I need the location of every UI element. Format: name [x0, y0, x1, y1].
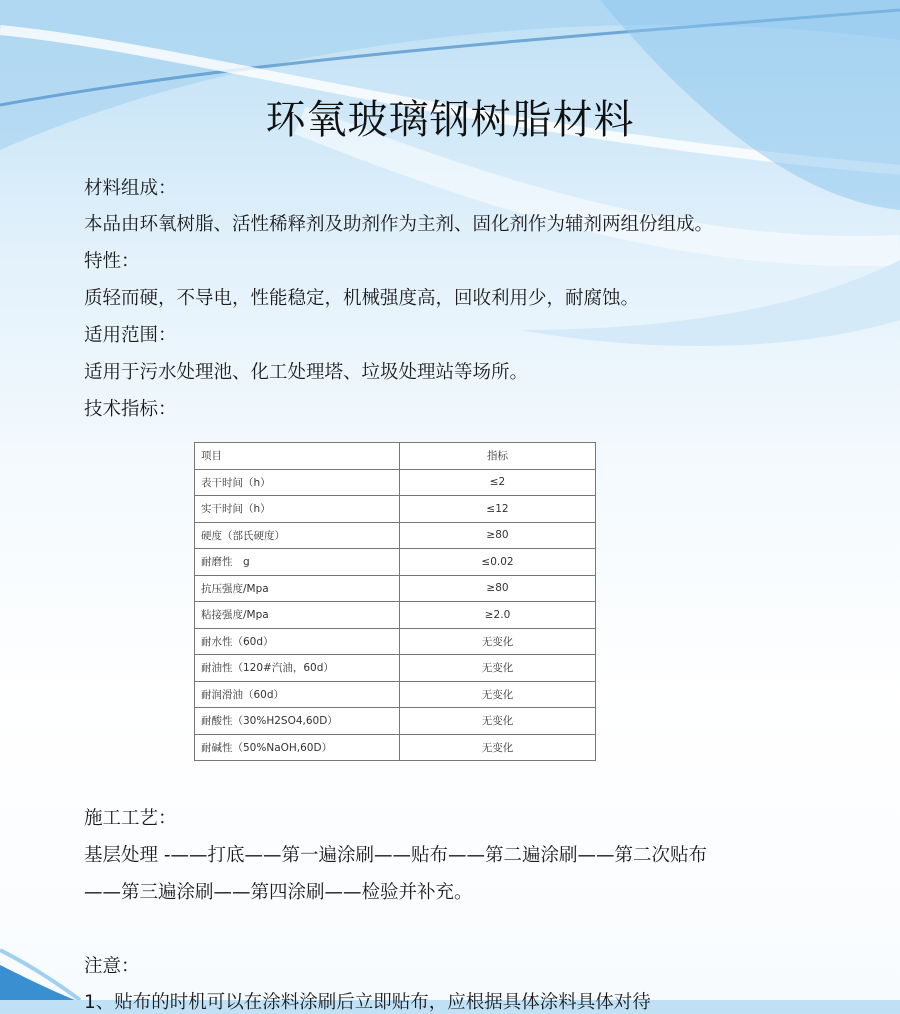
spec-value: 无变化 — [400, 681, 596, 708]
table-row — [195, 734, 596, 761]
process-line-1: 基层处理 -——打底——第一遍涂刷——贴布——第二遍涂刷——第二次贴布 — [84, 845, 708, 866]
spec-heading: 技术指标： — [84, 399, 177, 420]
spec-item: 粘接强度/Mpa — [195, 602, 400, 629]
scope-text: 适用于污水处理池、化工处理塔、垃圾处理站等场所。 — [84, 362, 529, 383]
spec-item: 表干时间（h） — [195, 469, 400, 496]
page-title: 环氧玻璃钢树脂材料 — [265, 97, 635, 143]
spec-item: 耐油性（120#汽油，60d） — [195, 655, 400, 682]
header-item: 项目 — [195, 443, 400, 470]
header-value: 指标 — [400, 443, 596, 470]
process-heading: 施工工艺： — [84, 808, 177, 829]
note-line-1: 1、贴布的时机可以在涂料涂刷后立即贴布，应根据具体涂料具体对待 — [84, 992, 651, 1013]
composition-text: 本品由环氧树脂、活性稀释剂及助剂作为主剂、固化剂作为辅剂两组份组成。 — [84, 214, 714, 235]
spec-value: ≤0.02 — [400, 549, 596, 576]
table-header-row — [195, 443, 596, 470]
spec-item: 实干时间（h） — [195, 496, 400, 523]
spec-value: ≥80 — [400, 575, 596, 602]
table-row — [195, 469, 596, 496]
table-row — [195, 628, 596, 655]
spec-value: ≥80 — [400, 522, 596, 549]
features-text: 质轻而硬，不导电，性能稳定，机械强度高，回收利用少，耐腐蚀。 — [84, 288, 640, 309]
table-row — [195, 575, 596, 602]
table-row — [195, 708, 596, 735]
note-heading: 注意： — [84, 956, 140, 977]
spec-value: ≥2.0 — [400, 602, 596, 629]
spec-item: 耐磨性 g — [195, 549, 400, 576]
composition-heading: 材料组成： — [84, 178, 177, 199]
spec-value: ≤2 — [400, 469, 596, 496]
spec-item: 硬度（部氏硬度） — [195, 522, 400, 549]
table-row — [195, 522, 596, 549]
spec-item: 耐酸性（30%H2SO4,60D） — [195, 708, 400, 735]
spec-item: 耐碱性（50%NaOH,60D） — [195, 734, 400, 761]
spec-table — [194, 442, 596, 761]
table-row — [195, 496, 596, 523]
table-row — [195, 681, 596, 708]
spec-value: 无变化 — [400, 655, 596, 682]
spec-value: ≤12 — [400, 496, 596, 523]
spec-value: 无变化 — [400, 628, 596, 655]
table-row — [195, 549, 596, 576]
spec-value: 无变化 — [400, 708, 596, 735]
scope-heading: 适用范围： — [84, 325, 177, 346]
features-heading: 特性： — [84, 251, 140, 272]
table-row — [195, 602, 596, 629]
spec-item: 耐润滑油（60d） — [195, 681, 400, 708]
spec-item: 耐水性（60d） — [195, 628, 400, 655]
spec-item: 抗压强度/Mpa — [195, 575, 400, 602]
process-line-2: ——第三遍涂刷——第四涂刷——检验并补充。 — [84, 882, 473, 903]
table-row — [195, 655, 596, 682]
spec-value: 无变化 — [400, 734, 596, 761]
